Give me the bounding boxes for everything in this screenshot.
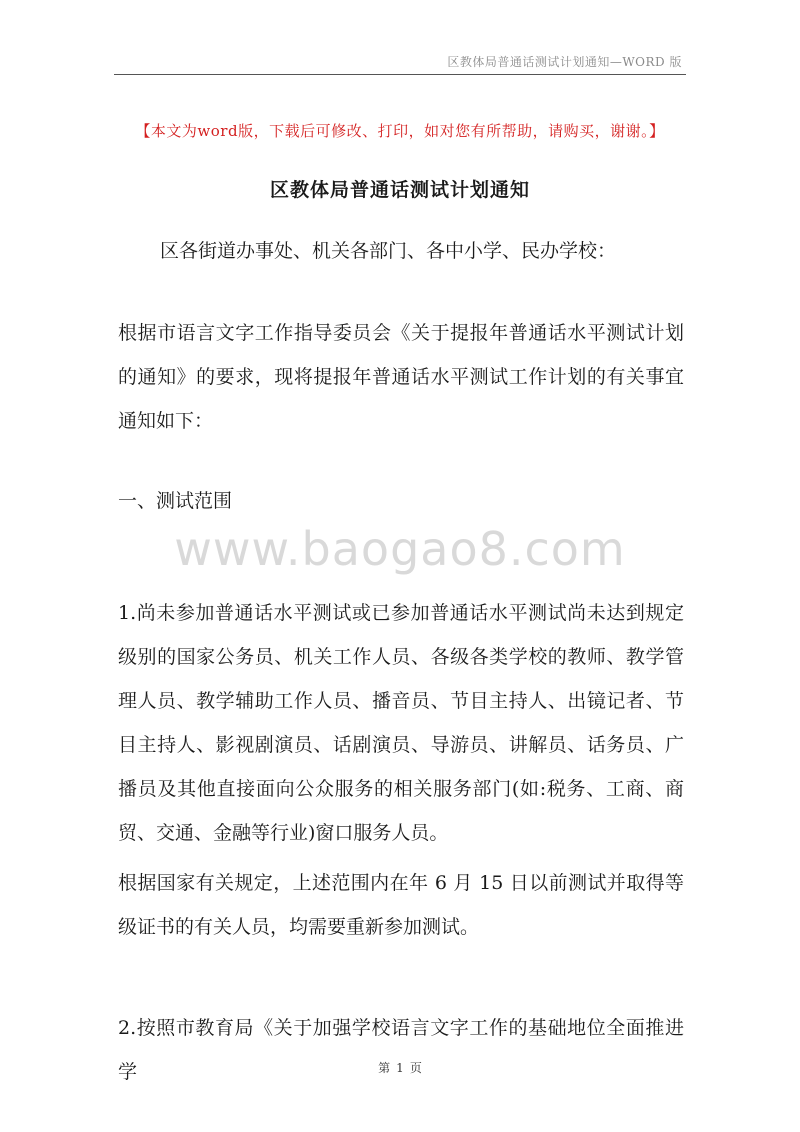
item-2-paragraph: 2.按照市教育局《关于加强学校语言文字工作的基础地位全面推进学 [118, 1017, 684, 1083]
rule-paragraph: 根据国家有关规定，上述范围内在年 6 月 15 日以前测试并取得等级证书的有关人员，均需要重新参加测试。 [118, 872, 684, 938]
salutation: 区各街道办事处、机关各部门、各中小学、民办学校： [160, 240, 617, 262]
header-divider [114, 74, 686, 75]
document-title: 区教体局普通话测试计划通知 [269, 179, 530, 201]
footer-prefix: 第 [378, 1061, 391, 1075]
download-notice: 【本文为word版，下载后可修改、打印，如对您有所帮助，请购买，谢谢。】 [135, 122, 665, 140]
item-1-paragraph: 1.尚未参加普通话水平测试或已参加普通话水平测试尚未达到规定级别的国家公务员、机关工作人员、各级各类学校的教师、教学管理人员、教学辅助工作人员、播音员、节目主持人、出镜记者、节目主持人、影视剧演员、话剧演员、导游员、讲解员、话务员、广播员及其他直接面向公众服务的相关服务部门(如:税务、工商、商贸、交通、金融等行业)窗口服务人员。 [118, 602, 684, 844]
watermark: www.baogao8.com [174, 522, 626, 576]
footer-suffix: 页 [409, 1061, 422, 1075]
section-heading-scope: 一、测试范围 [118, 490, 233, 512]
page-number: 1 [396, 1061, 404, 1075]
page-footer [0, 1059, 800, 1076]
header-title: 区教体局普通话测试计划通知—WORD 版 [447, 55, 682, 69]
intro-paragraph: 根据市语言文字工作指导委员会《关于提报年普通话水平测试计划的通知》的要求，现将提报年普通话水平测试工作计划的有关事宜通知如下： [118, 322, 684, 432]
